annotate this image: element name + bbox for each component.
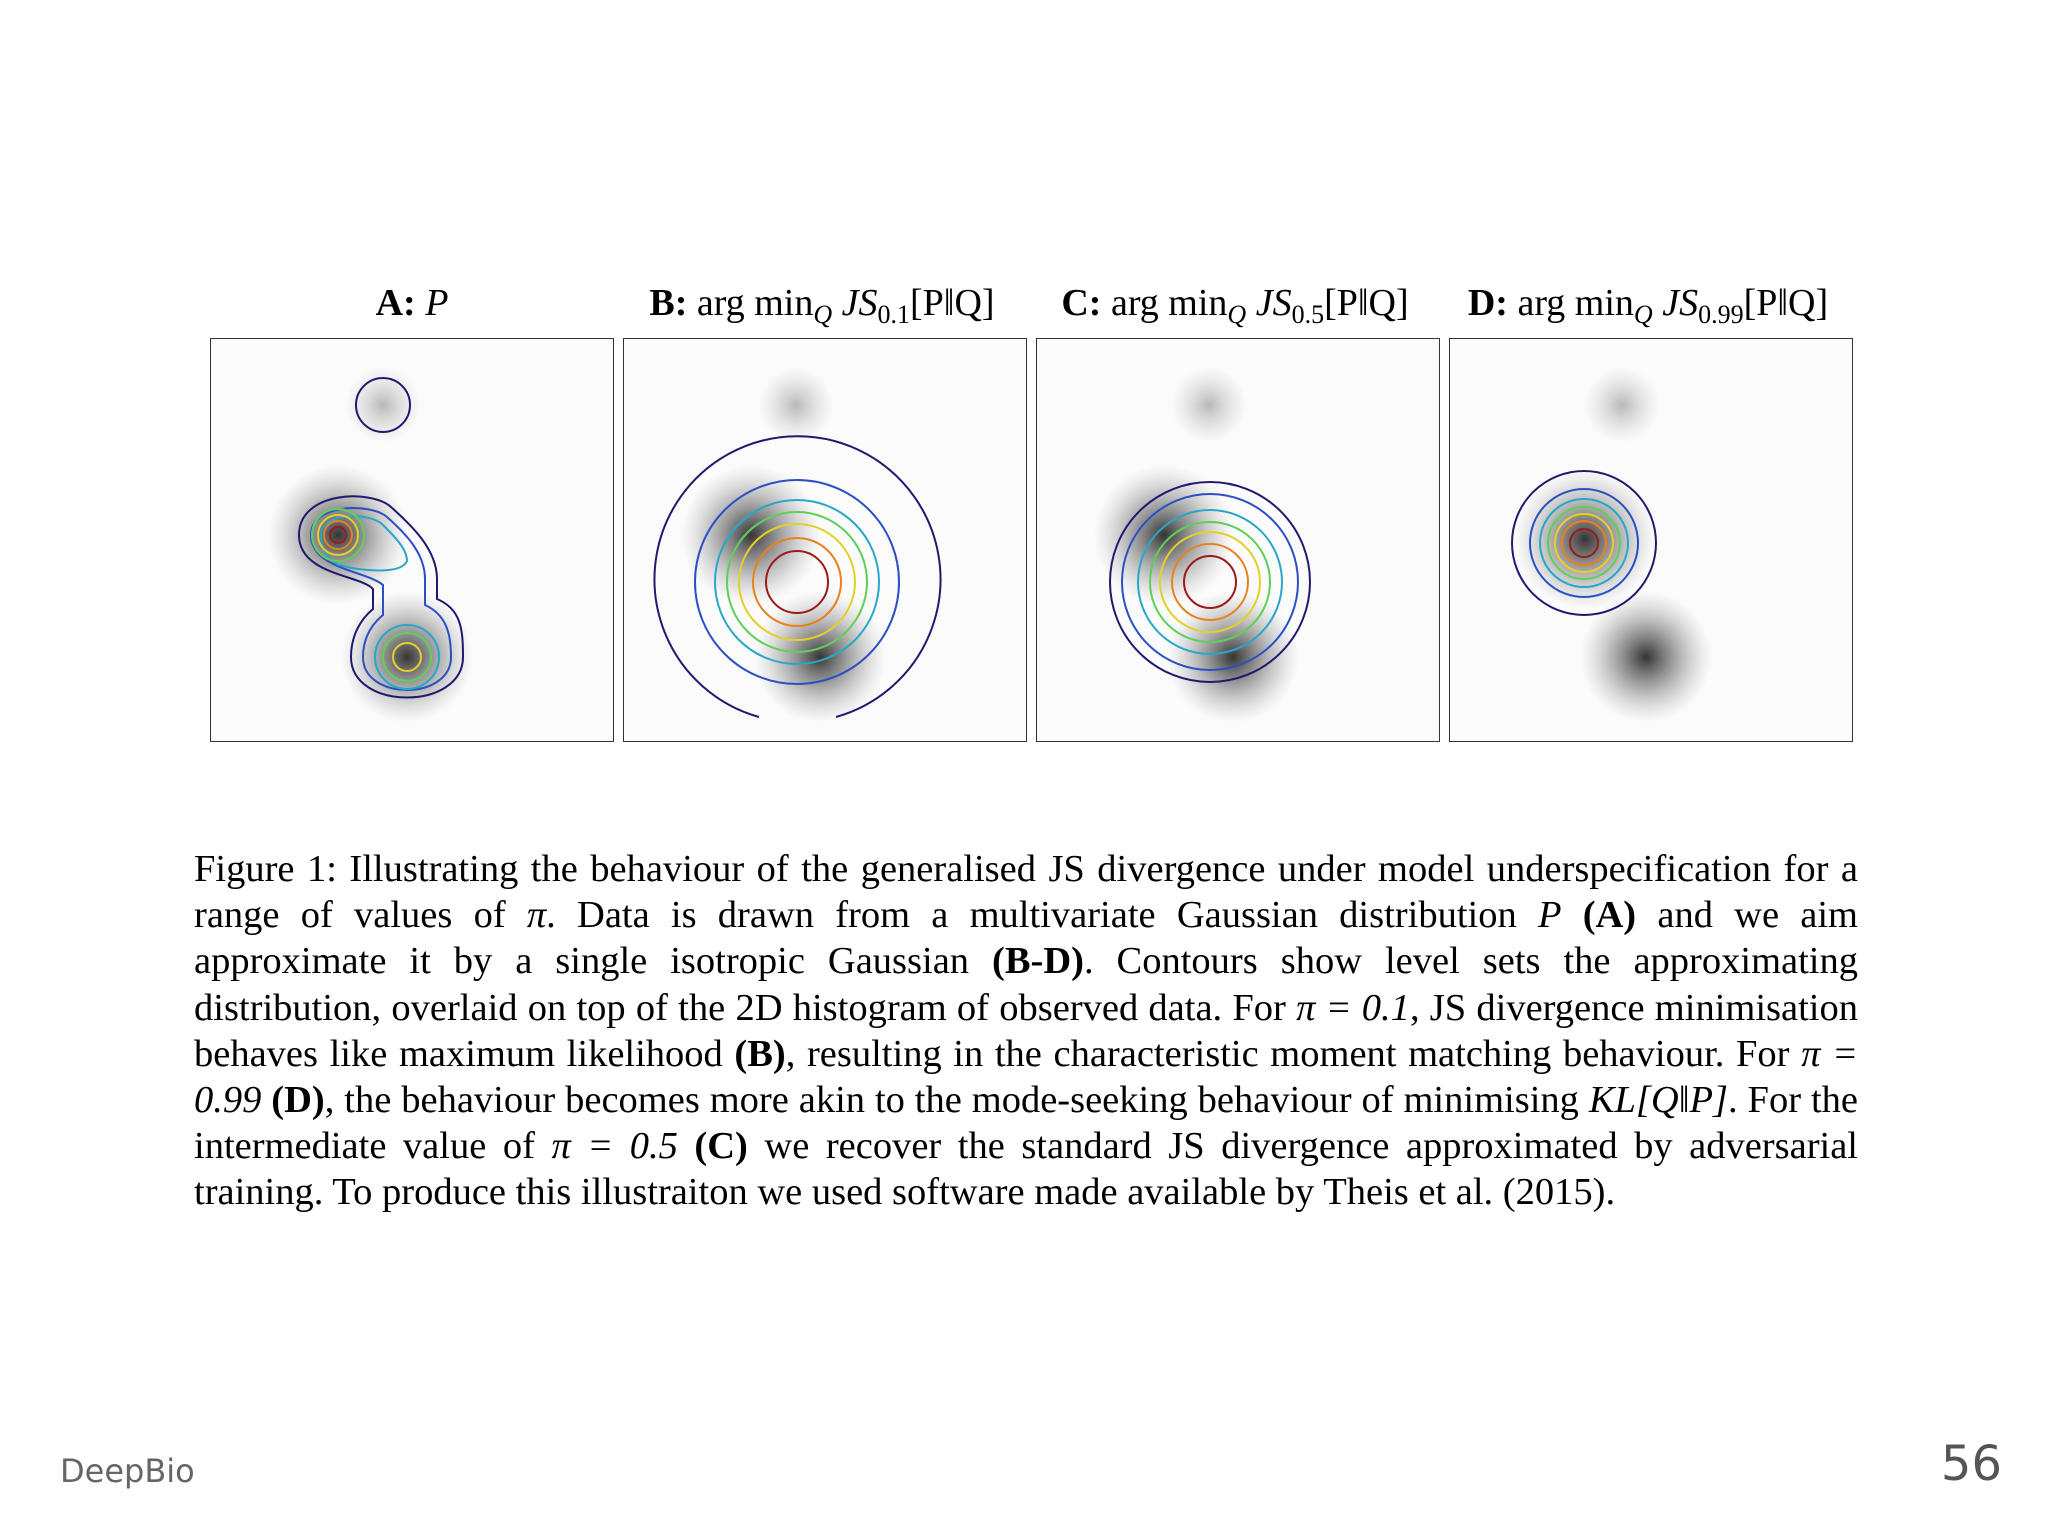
histogram-blob-left xyxy=(268,465,408,605)
panel-c-title: C: arg $\min_Q$ $JS_{0.5}[P‖Q]$ xyxy=(1061,282,1409,329)
histogram-blob-top xyxy=(1171,367,1247,443)
panel-a-svg xyxy=(211,339,615,743)
panel-a-title: A: P xyxy=(375,282,449,324)
footer-brand: DeepBio xyxy=(60,1452,195,1490)
panel-b-title: B: arg $\min_Q$ $JS_{0.1}[P‖Q]$ xyxy=(649,282,995,329)
figure-caption: Figure 1: Illustrating the behaviour of the generalised JS divergence under model underspecification for a range of values of π. Data is drawn from a multivariate Gaussian distribution P (A) and we aim approximate it by a single isotropic Gaussian (B-D). Contours show level sets the approximating distribution, overlaid on top of the 2D histogram of observed data. For π = 0.1, JS divergence minimisation behaves like maximum likelihood (B), resulting in the characteristic moment matching behaviour. For π = 0.99 (D), the behaviour becomes more akin to the mode-seeking behaviour of minimising KL[Q‖P]. For the intermediate value of π = 0.5 (C) we recover the standard JS divergence approximated by adversarial training. To produce this illustraiton we used software made available by Theis et al. (2015). xyxy=(194,848,1859,1214)
histogram-blob-left xyxy=(1094,465,1234,605)
panel-d-title: D: arg $\min_Q$ $JS_{0.99}[P‖Q]$ xyxy=(1467,282,1829,329)
panel-a-plot xyxy=(210,338,614,742)
panel-c-plot xyxy=(1036,338,1440,742)
histogram-blob-top xyxy=(1584,367,1660,443)
panel-b-svg xyxy=(624,339,1028,743)
histogram-blob-bottom xyxy=(1167,591,1299,723)
page-number: 56 xyxy=(1940,1436,2002,1492)
histogram-blob-bottom xyxy=(1580,591,1712,723)
panel-d-svg xyxy=(1450,339,1854,743)
histogram-blob-top xyxy=(758,367,834,443)
panel-d-plot xyxy=(1449,338,1853,742)
panel-c-svg xyxy=(1037,339,1441,743)
histogram-blob-left xyxy=(681,465,821,605)
panel-b-plot xyxy=(623,338,1027,742)
